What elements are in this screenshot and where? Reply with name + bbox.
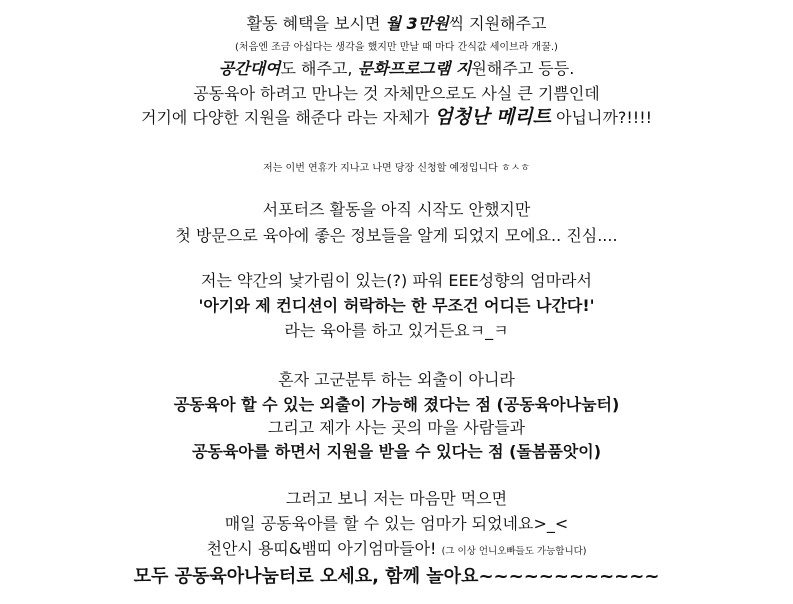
emphasis-space-rental: 공간대여 bbox=[218, 59, 281, 78]
text-line: 서포터즈 활동을 아직 시작도 안했지만 bbox=[262, 200, 531, 219]
text-segment: 천안시 용띠&뱀띠 아기엄마들아! bbox=[206, 539, 442, 558]
text-segment-small: (그 이상 언니오빠들도 가능합니다) bbox=[441, 546, 587, 557]
emphasis-culture-program: 문화프로그램 지 bbox=[357, 59, 472, 78]
text-line: 첫 방문으로 육아에 좋은 정보들을 알게 되었지 모에요.. 진심.... bbox=[175, 226, 618, 245]
text-line-closing: 모두 공동육아나눔터로 오세요, 함께 놀아요~~~~~~~~~~~~ bbox=[133, 566, 660, 587]
text-segment: 씩 지원해주고 bbox=[448, 14, 547, 33]
text-line: 그리고 제가 사는 곳의 마을 사람들과 bbox=[267, 418, 526, 437]
text-line: 매일 공동육아를 할 수 있는 엄마가 되었네요>_< bbox=[224, 514, 569, 533]
text-line: 공동육아 하려고 만나는 것 자체만으로도 사실 큰 기쁨인데 bbox=[193, 84, 600, 103]
text-line-space-rental bbox=[0, 61, 793, 77]
text-line-benefit bbox=[0, 16, 793, 32]
text-segment: 원해주고 등등. bbox=[471, 59, 575, 78]
text-line: 혼자 고군분투 하는 외출이 아니라 bbox=[278, 370, 515, 389]
text-segment: 아닙니까?!!!! bbox=[550, 108, 653, 127]
text-line: 저는 약간의 낯가림이 있는(?) 파워 EEE성향의 엄마라서 bbox=[201, 271, 592, 290]
text-line-bold: 공동육아를 하면서 지원을 받을 수 있다는 점 (돌봄품앗이) bbox=[191, 442, 602, 461]
text-line-note: (처음엔 조금 아십다는 생각을 했지만 만날 때 마다 간식값 세이브라 개꿀.) bbox=[235, 42, 558, 53]
emphasis-huge-merit: 엄청난 메리트 bbox=[434, 106, 551, 128]
text-line-invitation bbox=[0, 541, 793, 557]
text-line: 라는 육아를 하고 있거든요ㅋ_ㅋ bbox=[284, 321, 509, 340]
text-segment: 활동 혜택을 보시면 bbox=[246, 14, 386, 33]
text-segment: 거기에 다양한 지원을 해준다 라는 자체가 bbox=[140, 108, 435, 127]
text-line-small: 저는 이번 연휴가 지나고 나면 당장 신청할 예정입니다 ㅎㅅㅎ bbox=[263, 163, 530, 174]
text-line-bold: 공동육아 할 수 있는 외출이 가능해 졌다는 점 (공동육아나눔터) bbox=[173, 395, 620, 414]
text-line-bold-quote: '아기와 제 컨디션이 허락하는 한 무조건 어디든 나간다!' bbox=[198, 296, 595, 315]
text-line-merit bbox=[0, 108, 793, 127]
text-segment: 도 해주고, bbox=[280, 59, 358, 78]
text-line: 그러고 보니 저는 마음만 먹으면 bbox=[285, 489, 508, 508]
emphasis-monthly-support: 월 3만원 bbox=[385, 14, 449, 33]
